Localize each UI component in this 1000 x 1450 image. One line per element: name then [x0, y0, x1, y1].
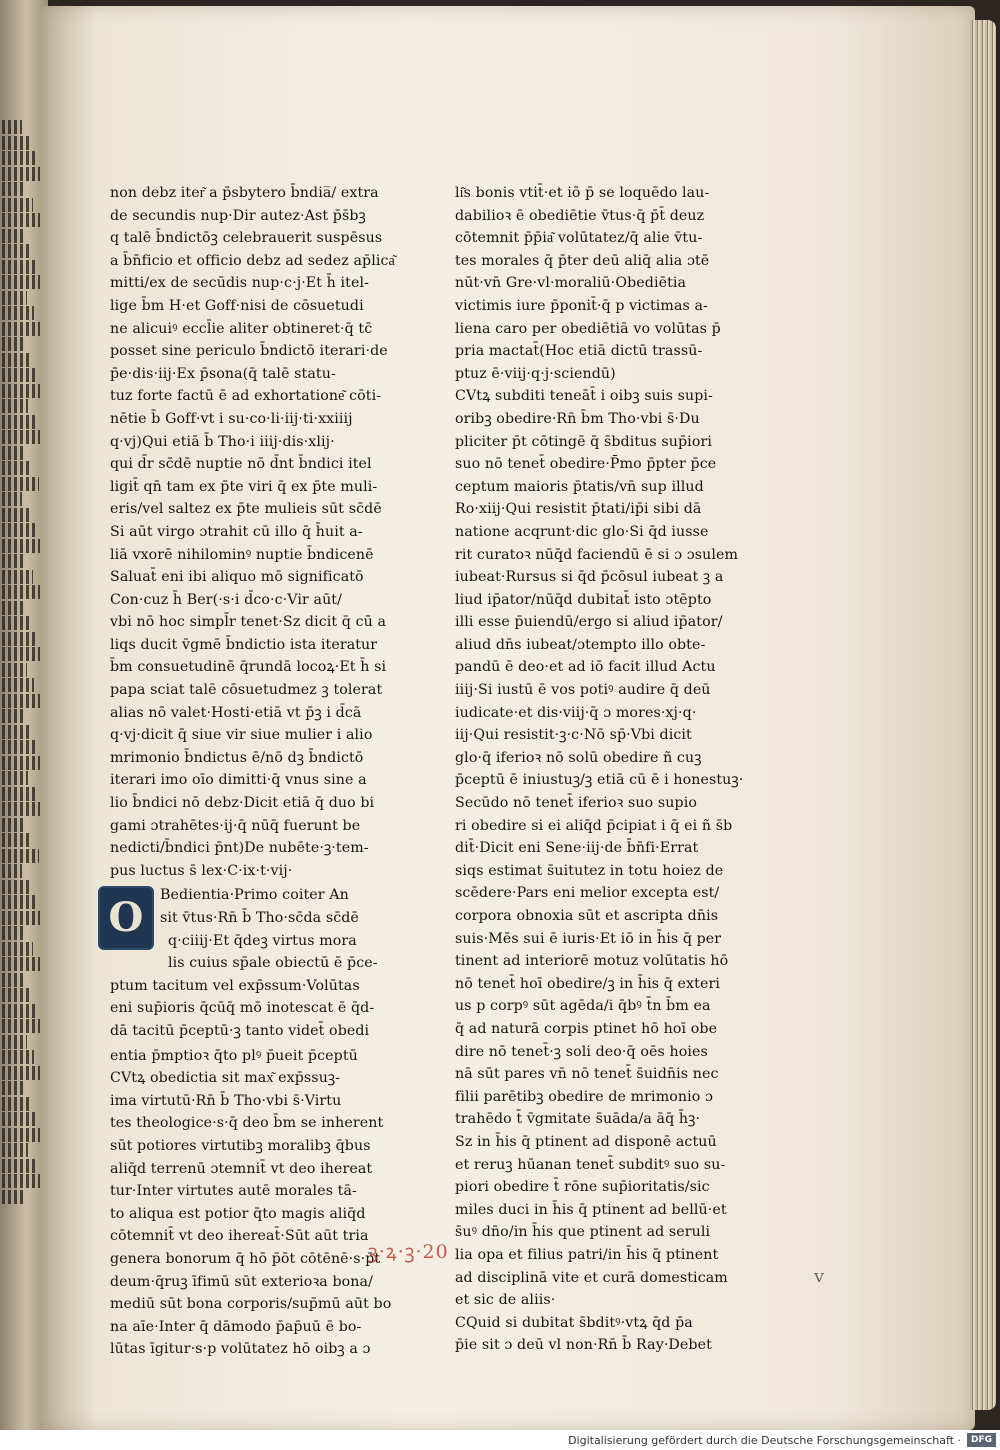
- text-line: papa sciat talē cōsuetudmez ꝫ tolerat: [110, 682, 383, 699]
- text-line: Si aūt virgo ɔtrahit cū illo q̄ h̄uit a-: [110, 523, 363, 540]
- neighbour-text-fragment: [2, 1112, 38, 1126]
- text-line: eris/vel saltez ex p̄te mulieis sūt sc̄dē: [110, 501, 382, 518]
- text-line: us p corpꝰ sūt agēda/i q̄bꝰ t̄n b̄m ea: [455, 998, 711, 1015]
- text-line: ne alicuiꝰ eccl̄ie aliter obtineret·q̄ tc̄: [110, 320, 373, 337]
- text-line: a b̄n̄ficio et officio debz ad sedez ap̄lica͂: [110, 252, 395, 269]
- text-line: deum·q̄ruꝫ īfimū sūt exterioꝛa bona/: [110, 1273, 373, 1290]
- text-line: tuz forte factū ē ad exhortatione͂ cōti-: [110, 388, 382, 405]
- text-line: filii parētibꝫ obedire de mrimonio ɔ: [455, 1088, 714, 1105]
- neighbour-text-fragment: [2, 973, 23, 987]
- text-line: ri obedire si ei aliq̄d p̄cipiat i q̄ ei ñ s̄b: [455, 817, 733, 834]
- neighbour-text-fragment: [2, 508, 29, 522]
- text-line: dā tacitū p̄ceptū·ꝫ tanto videt̄ obedi: [110, 1023, 370, 1039]
- neighbour-text-fragment: [2, 1190, 25, 1204]
- neighbour-text-fragment: [2, 260, 37, 274]
- neighbour-text-fragment: [2, 151, 36, 165]
- neighbour-text-fragment: [2, 415, 35, 429]
- neighbour-text-fragment: [2, 213, 40, 227]
- neighbour-text-fragment: [2, 663, 27, 677]
- text-line: b̄m consuetudinē q̄rundā locoꝝ·Et h̄ si: [110, 659, 387, 676]
- text-line: pus luctus s̄ lex·C·ix·t·vij·: [110, 862, 293, 879]
- text-line: iij·Qui resistit·ꝫ·c·Nō sp̄·Vbi dicit: [455, 727, 692, 744]
- neighbour-text-fragment: [2, 461, 32, 475]
- text-line: q·vj)Qui etiā b̄ Tho·i iiij·dis·xlij·: [110, 433, 335, 450]
- neighbour-text-fragment: [2, 601, 23, 615]
- text-line: nūt·vn̄ Gre·vl·moraliū·Obediētia: [455, 275, 687, 292]
- neighbour-text-fragment: [2, 430, 42, 444]
- text-line: miles duci in h̄is q̄ ptinent ad bellū·et: [455, 1201, 727, 1218]
- footer-bar: [0, 1430, 1000, 1450]
- neighbour-text-fragment: [2, 926, 26, 940]
- dfg-logo: DFG: [967, 1433, 996, 1447]
- text-line: ptum tacitum vel exp̄ssum·Volūtas: [110, 977, 360, 994]
- text-line: sit v̄tus·Rn̄ b̄ Tho·sc̄da sc̄dē: [160, 910, 359, 926]
- neighbour-text-fragment: [2, 554, 26, 568]
- text-line: s̄uꝰ dn̄o/in h̄is que ptinent ad seruli: [455, 1224, 711, 1241]
- neighbour-text-fragment: [2, 756, 45, 770]
- neighbour-text-fragment: [2, 849, 39, 863]
- text-line: posset sine periculo b̄ndictō iterari·de: [110, 343, 388, 360]
- neighbour-text-fragment: [2, 1097, 31, 1111]
- neighbour-text-fragment: [2, 988, 30, 1002]
- text-line: p̄ceptū ē iniustuꝫ/ꝫ etiā cū ē i honestuꝫ·: [455, 772, 744, 789]
- neighbour-text-fragment: [2, 694, 41, 708]
- neighbour-text-fragment: [2, 136, 29, 150]
- text-line: cōtemnit̄ vt deo ihereat̄·Sūt aūt tria: [110, 1228, 369, 1245]
- neighbour-text-fragment: [2, 120, 22, 134]
- text-line: lio b̄ndici nō debz·Dicit etiā q̄ duo bi: [110, 795, 375, 812]
- text-line: nā sūt pares vn̄ nō tenet̄ s̄uidn̄is nec: [455, 1066, 719, 1083]
- text-line: ptuz ē·viij·q·j·sciendū): [455, 365, 616, 382]
- text-line: p̄e·dis·iij·Ex p̄sona(q̄ talē statu-: [110, 365, 336, 382]
- neighbour-text-fragment: [2, 678, 34, 692]
- neighbour-text-fragment: [2, 880, 29, 894]
- neighbour-text-fragment: [2, 632, 37, 646]
- text-line: non debz iter͂ a p̄sbytero b̄ndia̅/ extra: [110, 185, 379, 201]
- neighbour-text-fragment: [2, 1050, 34, 1064]
- neighbour-text-fragment: [2, 1159, 35, 1173]
- neighbour-text-fragment: [2, 864, 22, 878]
- text-line: dit̄·Dicit eni Sene·iij·de b̄n̄fi·Errat: [455, 840, 699, 857]
- neighbour-text-fragment: [2, 384, 45, 398]
- neighbour-text-fragment: [2, 647, 44, 661]
- text-line: to aliqua est potior q̄to magis aliq̄d: [110, 1205, 366, 1222]
- neighbour-text-fragment: [2, 446, 25, 460]
- page-edges: [970, 20, 996, 1410]
- text-line: CQuid si dubitat s̄bditꝰ·vtꝝ q̄d p̄a: [455, 1314, 693, 1331]
- text-line: victimis iure p̄ponit̄·q̄ p victimas a-: [455, 297, 708, 314]
- text-line: na aīe·Inter q̄ dāmodo p̄ap̄uū ē bo-: [110, 1318, 362, 1335]
- text-line: Ro·xiij·Qui resistit p̄tati/ip̄i sibi dā: [455, 501, 702, 518]
- neighbour-text-fragment: [2, 244, 30, 258]
- text-line: Saluat̄ eni ibi aliquo mō significatō: [110, 569, 364, 586]
- text-line: ima virtutū·Rn̄ b̄ Tho·vbi s̄·Virtu: [110, 1092, 342, 1109]
- text-line: lis cuius sp̄ale obiectū ē p̄ce-: [168, 955, 378, 972]
- text-line: tes morales q̄ p̄ter deū aliq̄ alia ɔtē: [455, 252, 710, 269]
- neighbour-text-fragment: [2, 1035, 27, 1049]
- neighbour-text-fragment: [2, 1004, 37, 1018]
- text-line: CVtꝝ obedictia sit max͂ exp̄ssuꝫ-: [110, 1070, 341, 1087]
- text-line: ligit̄ qn̄ tam ex p̄te viri q̄ ex p̄te muli-: [110, 478, 378, 495]
- neighbour-text-fragment: [2, 1019, 44, 1033]
- neighbour-text-fragment: [2, 771, 28, 785]
- text-line: mrimonio b̄ndictus ē/nō dꝫ b̄ndictō: [110, 749, 364, 766]
- neighbour-text-fragment: [2, 787, 35, 801]
- text-line: ceptum maioris p̄tatis/vn̄ sup illud: [455, 478, 704, 495]
- initial-letter: O: [108, 894, 144, 942]
- text-line: tur·Inter virtutes autē morales tā-: [110, 1183, 357, 1200]
- text-line: tes theologice·s·q̄ deo b̄m se inherent: [110, 1115, 384, 1132]
- text-line: glo·q̄ iferioꝛ nō solū obedire ñ cuꝫ: [455, 749, 702, 766]
- text-line: aliq̄d terrenū ɔtemnit̄ vt deo ihereat: [110, 1160, 373, 1177]
- neighbour-text-fragment: [2, 725, 31, 739]
- text-line: Bedientia·Primo coiter An: [160, 887, 349, 904]
- text-line: de secundis nup·Dir autez·Ast p̄s̄bꝫ: [110, 207, 366, 224]
- text-line: dabilioꝛ ē obediētie v̄tus·q̄ p̄t̄ deuz: [455, 207, 705, 224]
- neighbour-text-fragment: [2, 198, 33, 212]
- neighbour-text-fragment: [2, 399, 28, 413]
- neighbour-text-fragment: [2, 942, 33, 956]
- text-line: CVtꝝ subditi teneāt̄ i oibꝫ suis supi-: [455, 388, 713, 405]
- text-line: liā vxorē nihilominꝰ nuptie b̄ndicenē: [110, 546, 374, 563]
- text-line: nō tenet̄ hoī obedire/ꝫ in h̄is q̄ exteri: [455, 975, 720, 992]
- text-line: piori obedire t̄ rōne sup̄ioritatis/sic: [455, 1179, 710, 1196]
- text-line: iiij·Si iustū ē vos potiꝰ audire q̄ deū: [455, 682, 711, 699]
- text-line: oribꝫ obedire·Rn̄ b̄m Tho·vbi s̄·Du: [455, 410, 700, 427]
- text-line: suo nō tenet̄ obedire·P̄mo p̄pter p̄ce: [455, 456, 717, 473]
- text-line: et sic de aliis·: [455, 1292, 556, 1309]
- neighbour-text-fragment: [2, 585, 40, 599]
- neighbour-text-fragment: [2, 957, 40, 971]
- text-line: liqs ducit v̄gmē b̄ndictio ista iteratur: [110, 636, 378, 653]
- text-line: Sz in h̄is q̄ ptinent ad disponē actuū: [455, 1133, 717, 1150]
- text-line: corpora obnoxia sūt et ascripta dn̄is: [455, 908, 719, 924]
- neighbour-text-fragment: [2, 291, 27, 305]
- text-line: ad disciplinā vite et curā domesticam: [455, 1269, 728, 1286]
- text-line: li͂s bonis vtit̄·et iō p̄ se loquēdo lau-: [455, 185, 710, 201]
- text-line: pria mactat̄(Hoc etiā dictū trassū-: [455, 343, 703, 360]
- neighbour-text-fragment: [2, 353, 31, 367]
- text-line: dire nō tenet̄·ꝫ soli deo·q̄ oēs hoies: [455, 1043, 708, 1060]
- neighbour-text-fragment: [2, 895, 36, 909]
- neighbour-text-fragment: [2, 911, 43, 925]
- neighbour-text-fragment: [2, 182, 26, 196]
- neighbour-text-fragment: [2, 275, 44, 289]
- text-line: lūtas īgitur·s·p volūtatez hō oibꝫ a ɔ: [110, 1341, 371, 1358]
- neighbour-text-fragment: [2, 229, 23, 243]
- text-line: Con·cuz h̄ Ber(·s·i d̄co·c·Vir aūt/: [110, 591, 342, 608]
- text-line: q̄ ad naturā corpis ptinet hō hoī obe: [455, 1020, 718, 1037]
- neighbour-text-fragment: [2, 337, 24, 351]
- text-line: alias nō valet·Hosti·etiā vt p̄ꝫ i d̄cā: [110, 704, 362, 721]
- neighbour-text-fragment: [2, 368, 38, 382]
- funding-credit: Digitalisierung gefördert durch die Deutsche Forschungsgemeinschaft ·: [568, 1433, 961, 1447]
- text-line: iubeat·Rursus si q̄d p̄cōsul iubeat ꝫ a: [455, 569, 724, 586]
- text-line: nētie b̄ Goff·vt i su·co·li·iij·ti·xxiiij: [110, 410, 353, 427]
- text-line: liena caro per obediētiā vo volūtas p̄: [455, 320, 721, 337]
- text-line: gami ɔtrahētes·ij·q̄ nūq̄ fuerunt be: [110, 817, 361, 834]
- neighbour-text-fragment: [2, 1081, 24, 1095]
- neighbour-text-fragment: [2, 539, 43, 553]
- text-line: rit curatoꝛ nūq̄d faciendū ē si ɔ ɔsulem: [455, 546, 739, 563]
- neighbour-text-fragment: [2, 1174, 42, 1188]
- right-text-column: [455, 182, 745, 1357]
- neighbour-text-fragment: [2, 1143, 28, 1157]
- neighbour-text-fragment: [2, 306, 34, 320]
- text-line: tinent ad interiorē motuz volūtatis hō: [455, 953, 729, 970]
- text-line: suis·Mēs sui ē iuris·Et iō in h̄is q̄ per: [455, 930, 722, 947]
- red-pencil-annotation: ꝫ·ꝝ·ꝫ·20: [368, 1241, 449, 1263]
- text-line: mitti/ex de secūdis nup·c·j·Et h̄ itel-: [110, 275, 369, 292]
- text-line: cōtemnit p̄p̄ia͂ volūtatez/q̄ alie v̄tu-: [455, 230, 703, 247]
- text-line: eni sup̄ioris q̄cūq̄ mō inotescat ē q̄d-: [110, 1000, 375, 1017]
- text-line: genera bonorum q̄ hō p̄ōt cōtēnē·s·p̄t: [110, 1250, 381, 1267]
- decorated-initial: [100, 888, 152, 948]
- text-line: trahēdo t̄ v̄gmitate s̄uāda/a āq̄ h̄ꝫ·: [455, 1111, 701, 1128]
- corner-pencil-mark: v: [814, 1266, 825, 1287]
- text-line: liud ip̄ator/nūq̄d dubitat̄ isto ɔtēpto: [455, 591, 712, 608]
- neighbour-text-fragment: [2, 523, 36, 537]
- text-line: q talē b̄ndictōꝫ celebrauerit suspēsus: [110, 230, 383, 247]
- text-line: pliciter p̄t cōtingē q̄ s̄bditus sup̄iori: [455, 433, 712, 450]
- text-line: pandū ē deo·et ad iō facit illud Actu: [455, 659, 716, 676]
- text-line: mediū sūt bona corporis/sup̄mū aūt bo: [110, 1296, 392, 1313]
- initial-paragraph: [110, 882, 400, 1044]
- text-line: scēdere·Pars eni melior excepta est/: [455, 885, 720, 902]
- neighbour-text-fragment: [2, 740, 38, 754]
- neighbour-text-fragment: [2, 492, 22, 506]
- neighbour-text-fragment: [2, 1066, 41, 1080]
- text-line: natione acqrunt·dic glo·Si q̄d iusse: [455, 523, 709, 540]
- neighbour-text-fragment: [2, 802, 42, 816]
- text-line: q·vj·dicit q̄ siue vir siue mulier i alio: [110, 727, 373, 744]
- text-line: iterari imo oīo dimitti·q̄ vnus sine a: [110, 772, 367, 789]
- neighbour-text-fragment: [2, 818, 25, 832]
- text-line: siqs estimat s̄uitutez in totu hoiez de: [455, 862, 724, 879]
- text-line: illi esse p̄uiendū/ergo si aliud ip̄ator/: [455, 614, 723, 631]
- text-line: et reruꝫ hūanan tenet̄ subditꝰ suo su-: [455, 1156, 726, 1173]
- text-line: Secūdo nō tenet̄ iferioꝛ suo supio: [455, 795, 697, 812]
- text-line: p̄ie sit ɔ deū vl non·Rn̄ b̄ Ray·Debet: [455, 1337, 712, 1354]
- text-line: entia p̄mptioꝛ q̄to plꝰ p̄ueit p̄ceptū: [110, 1047, 358, 1064]
- left-text-column: [110, 182, 400, 1361]
- text-line: vbi nō hoc simpl̄r tenet·Sz dicit q̄ cū a: [110, 614, 387, 631]
- text-line: lia opa et filius patri/in h̄is q̄ ptinent: [455, 1246, 719, 1263]
- text-line: q·ciiij·Et q̄deꝫ virtus mora: [168, 932, 357, 949]
- text-line: iudicate·et dis·viij·q̄ ɔ mores·xj·q·: [455, 704, 697, 721]
- neighbour-text-fragment: [2, 322, 41, 336]
- text-line: nedicti/b̄ndici p̄nt)De nubēte·ꝫ·tem-: [110, 840, 369, 857]
- text-line: lige b̄m H·et Goff·nisi de cōsuetudi: [110, 297, 364, 314]
- text-line: aliud dn̄s iubeat/ɔtempto illo obte-: [455, 636, 706, 653]
- neighbour-text-fragment: [2, 616, 30, 630]
- neighbour-text-fragment: [2, 833, 32, 847]
- text-line: qui d̄r sc̄dē nuptie nō d̄nt b̄ndici itel: [110, 456, 372, 473]
- neighbour-text-fragment: [2, 1128, 45, 1142]
- neighbour-text-fragment: [2, 477, 39, 491]
- neighbour-text-fragment: [2, 570, 33, 584]
- text-line: sūt potiores virtutibꝫ moralibꝫ q̄bus: [110, 1137, 371, 1154]
- neighbour-text-fragment: [2, 709, 24, 723]
- neighbour-text-fragment: [2, 167, 43, 181]
